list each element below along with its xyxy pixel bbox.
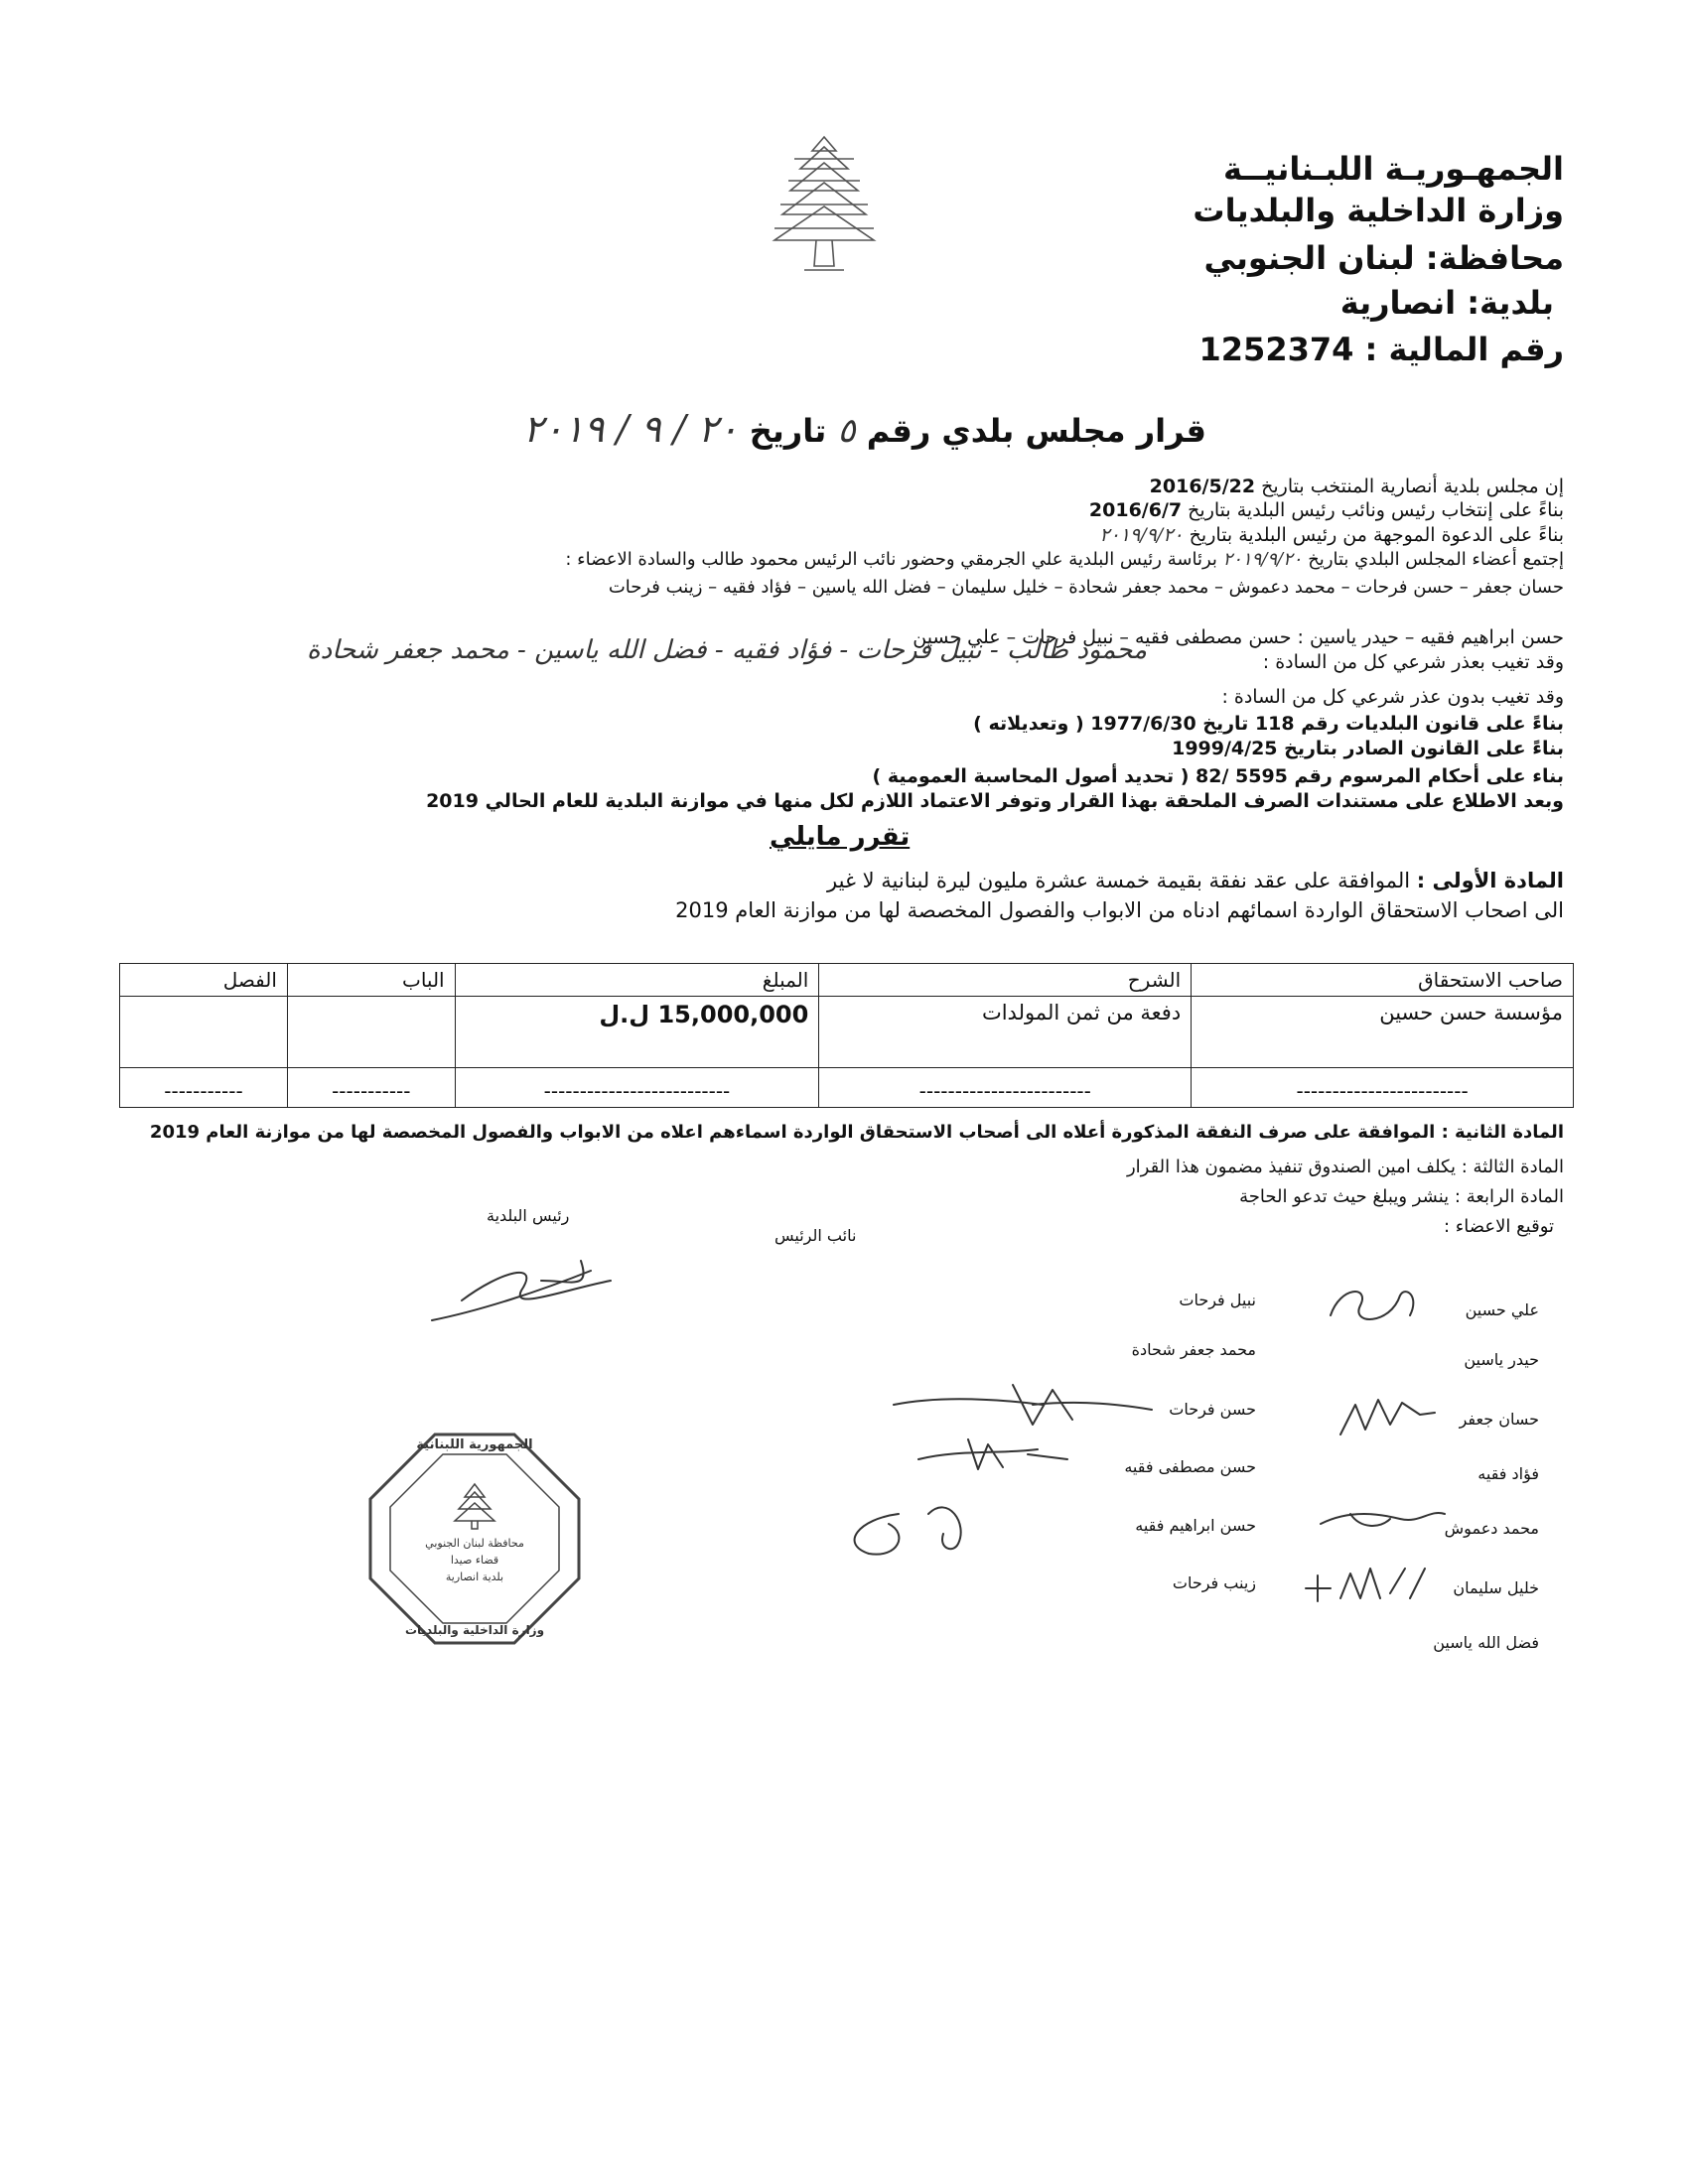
preamble-line1-text: إن مجلس بلدية أنصارية المنتخب بتاريخ: [1261, 476, 1564, 497]
preamble-line4-continuation: برئاسة رئيس البلدية علي الجرمقي وحضور نائب الرئيس محمود طالب والسادة الاعضاء :: [565, 549, 1217, 570]
meeting-date-handwritten: ٢٠١٩/٩/٢٠: [1222, 549, 1303, 570]
header-beneficiary: صاحب الاستحقاق: [1192, 964, 1574, 997]
preamble-line3-text: بناءً على الدعوة الموجهة من رئيس البلدية بتاريخ: [1189, 524, 1564, 546]
law-1999: بناءً على القانون الصادر بتاريخ 1999/4/25: [1172, 738, 1564, 759]
header-section: الفصل: [120, 964, 288, 997]
member-signature: [1331, 1385, 1440, 1444]
header-chapter: الباب: [287, 964, 455, 997]
article-2: المادة الثانية : الموافقة على صرف النفقة المذكورة أعلاه الى أصحاب الاستحقاق الواردة اسماءهم اعلاه من الابواب والفصول المخصصة لها من موازنة العام 2019: [149, 1122, 1564, 1143]
preamble-line4: [565, 548, 1564, 572]
article-4: المادة الرابعة : ينشر ويبلغ حيث تدعو الحاجة: [1239, 1186, 1564, 1207]
dash-section: -----------: [120, 1068, 288, 1108]
member-name: محمد جعفر شحادة: [1131, 1340, 1256, 1359]
law-118: بناءً على قانون البلديات رقم 118 تاريخ 1977/6/30 ( وتعديلاته ): [973, 713, 1564, 735]
decision-title: [523, 407, 1206, 451]
mayor-label: رئيس البلدية: [487, 1206, 570, 1225]
deputy-label: نائب الرئيس: [774, 1226, 857, 1245]
article-1-line2: الى اصحاب الاستحقاق الواردة اسمائهم ادناه من الابواب والفصول المخصصة لها من موازنة العام 2019: [675, 898, 1564, 922]
present-members: حسان جعفر – حسن فرحات – محمد دعموش – محمد جعفر شحادة – خليل سليمان – فضل الله ياسين – فؤاد فقيه – زينب فرحات: [608, 577, 1564, 598]
preamble-line2-text: بناءً على إنتخاب رئيس ونائب رئيس البلدية بتاريخ: [1188, 499, 1564, 521]
member-name: حيدر ياسين: [1464, 1350, 1539, 1369]
finance-number: 1252374: [1198, 331, 1354, 368]
stamp-inner-3: بلدية انصارية: [445, 1570, 504, 1583]
member-name: حسن مصطفى فقيه: [1124, 1457, 1256, 1476]
title-handwritten-date: ٢٠ / ٩ / ٢٠١٩: [522, 407, 739, 451]
invitation-date-handwritten: ٢٠١٩/٩/٢٠: [1099, 524, 1184, 546]
preamble-line3: [1099, 523, 1564, 547]
member-signature: [1296, 1554, 1445, 1613]
cell-section: [120, 997, 288, 1068]
member-name: زينب فرحات: [1172, 1573, 1256, 1592]
member-name: علي حسين: [1465, 1300, 1539, 1319]
table-row: [120, 997, 1574, 1068]
stamp-inner-1: محافظة لبنان الجنوبي: [425, 1537, 524, 1550]
member-signature: [1321, 1276, 1430, 1335]
ministry-heading: وزارة الداخلية والبلديات: [1193, 192, 1564, 229]
cell-amount: 15,000,000 ل.ل: [455, 997, 819, 1068]
dash-amount: --------------------------: [455, 1068, 819, 1108]
cell-beneficiary: مؤسسة حسن حسين: [1192, 997, 1574, 1068]
member-name: حسن ابراهيم فقيه: [1135, 1516, 1256, 1535]
decree-5595: بناء على أحكام المرسوم رقم 5595 /82 ( تحديد أصول المحاسبة العمومية ): [872, 765, 1564, 787]
member-name: نبيل فرحات: [1179, 1291, 1256, 1309]
finance-label: رقم المالية :: [1364, 331, 1564, 368]
stamp-inner-2: قضاء صيدا: [450, 1554, 499, 1567]
cedar-emblem-icon: [765, 129, 884, 278]
dash-beneficiary: ------------------------: [1192, 1068, 1574, 1108]
mayor-signature: [422, 1251, 621, 1330]
unexcused-label: وقد تغيب بدون عذر شرعي كل من السادة :: [1221, 686, 1564, 708]
preamble-line4-text: إجتمع أعضاء المجلس البلدي بتاريخ: [1308, 549, 1564, 570]
member-name: حسن فرحات: [1169, 1400, 1256, 1419]
title-text: قرار مجلس بلدي رقم: [866, 412, 1206, 450]
article-3: المادة الثالثة : يكلف امين الصندوق تنفيذ مضمون هذا القرار: [1126, 1157, 1564, 1177]
excused-label: وقد تغيب بعذر شرعي كل من السادة :: [1262, 651, 1564, 673]
preamble-line2: [1089, 498, 1564, 522]
member-name: فضل الله ياسين: [1433, 1633, 1539, 1652]
member-signature: [884, 1375, 1162, 1434]
member-name: خليل سليمان: [1453, 1578, 1539, 1597]
header-amount: المبلغ: [455, 964, 819, 997]
member-signature: [839, 1474, 988, 1564]
excused-members-handwritten: محمود طالب - نبيل فرحات - فؤاد فقيه - فضل الله ياسين - محمد جعفر شحادة: [307, 635, 1147, 665]
title-date-word: تاريخ: [749, 412, 827, 450]
governorate-heading: محافظة: لبنان الجنوبي: [1203, 239, 1564, 277]
municipality-heading: بلدية: انصارية: [1339, 284, 1554, 322]
member-name: محمد دعموش: [1444, 1519, 1539, 1538]
member-name: حسان جعفر: [1459, 1410, 1539, 1429]
dash-description: ------------------------: [819, 1068, 1192, 1108]
header-description: الشرح: [819, 964, 1192, 997]
stamp-outer-top: الجمهورية اللبنانية: [416, 1437, 533, 1452]
members-signature-label: توقيع الاعضاء :: [1444, 1216, 1554, 1237]
title-handwritten-number: ٥: [837, 411, 856, 451]
preamble-line1: [1150, 475, 1564, 498]
article-1-label: المادة الأولى :: [1416, 869, 1564, 892]
article-1: [827, 869, 1564, 892]
official-stamp: [365, 1430, 584, 1648]
member-signature: [909, 1430, 1077, 1479]
election-date: 2016/5/22: [1149, 476, 1256, 497]
mayor-election-date: 2016/6/7: [1088, 499, 1183, 521]
finance-number-row: [1199, 330, 1564, 369]
beneficiaries-table: [119, 963, 1574, 1108]
member-name: فؤاد فقيه: [1477, 1464, 1539, 1483]
cell-description: دفعة من ثمن المولدات: [819, 997, 1192, 1068]
republic-heading: الجمهـوريـة اللبـنانيــة: [1222, 150, 1564, 188]
dash-chapter: -----------: [287, 1068, 455, 1108]
stamp-outer-bottom: وزارة الداخلية والبلديات: [404, 1623, 545, 1637]
decides-heading: تقرر مايلي: [770, 822, 911, 852]
article-1-text: الموافقة على عقد نفقة بقيمة خمسة عشرة مليون ليرة لبنانية لا غير: [827, 869, 1411, 892]
table-header-row: [120, 964, 1574, 997]
present-members-2: حسن ابراهيم فقيه – حيدر ياسين : حسن مصطفى فقيه – نبيل فرحات – علي حسين: [913, 626, 1564, 648]
cell-chapter: [287, 997, 455, 1068]
member-signature: [1311, 1494, 1450, 1544]
table-dash-row: [120, 1068, 1574, 1108]
budget-review: وبعد الاطلاع على مستندات الصرف الملحقة بهذا القرار وتوفر الاعتماد اللازم لكل منها في موازنة البلدية للعام الحالي 2019: [426, 790, 1564, 812]
